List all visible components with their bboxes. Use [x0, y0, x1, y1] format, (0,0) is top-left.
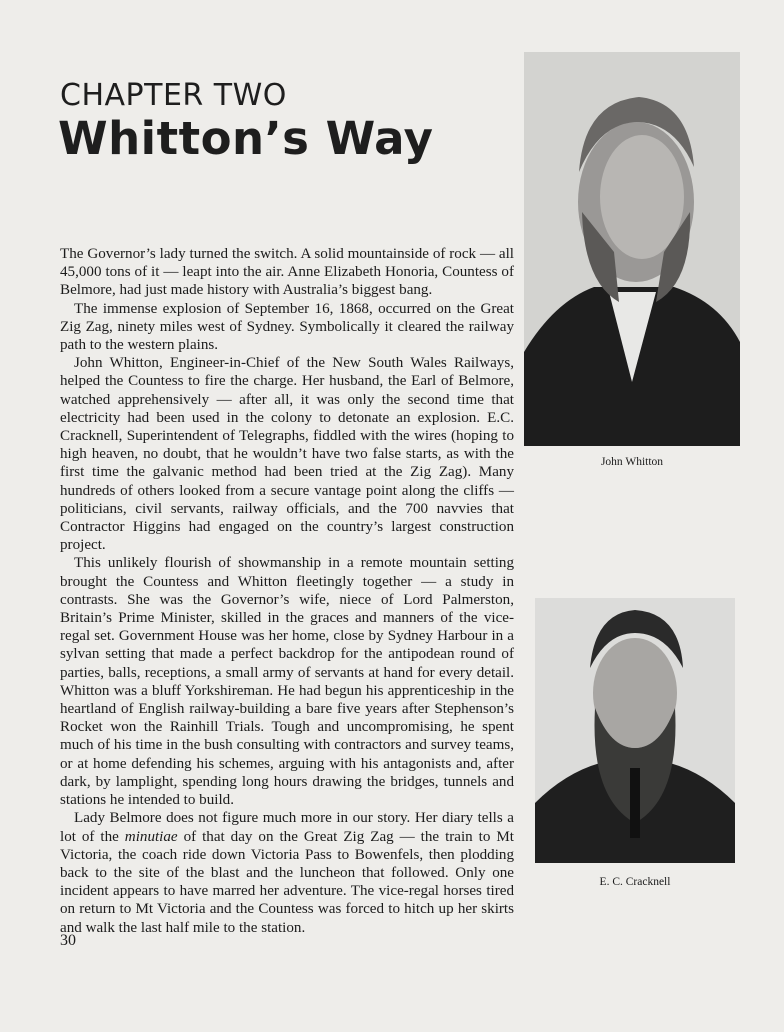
portrait-ec-cracknell — [535, 598, 735, 863]
paragraph-1: The Governor’s lady turned the switch. A solid mountainside of rock — all 45,000 tons of it — leapt into the air. Anne Elizabeth Honoria, Countess of Belmore, had just made history with Australia’s biggest bang. — [60, 246, 514, 299]
paragraph-3: John Whitton, Engineer-in-Chief of the New South Wales Railways, helped the Countess to fire the charge. Her husband, the Earl of Belmore, watched apprehensively — after all, it was only the second time that electricity had been used in the colony to detonate an explosion. E.C. Cracknell, Superintendent of Telegraphs, fiddled with the wires (hoping to high heaven, no doubt, that he wouldn’t have two false starts, as with the first time the galvanic method had been tried at the Zig Zag). Many hundreds of others looked from a secure vantage point along the cliffs — politicians, civil servants, railway officials, and the 700 navvies that Contractor Higgins had engaged on the country’s largest construction project. — [60, 355, 514, 554]
article-body — [60, 245, 514, 937]
paragraph-4: This unlikely flourish of showmanship in a remote mountain setting brought the Countess and Whitton fleetingly together — a study in contrasts. She was the Governor’s wife, niece of Lord Palmerston, Britain’s Prime Minister, skilled in the graces and manners of the vice-regal set. Government House was her home, close by Sydney Harbour in a sylvan setting that made a perfect backdrop for the antipodean round of parties, balls, receptions, a small army of servants at hand for every detail. Whitton was a bluff Yorkshireman. He had begun his apprenticeship in the heartland of English railway-building a bare five years after Stephenson’s Rocket won the Rainhill Trials. Tough and uncompromising, he spent much of his time in the bush consulting with contractors and survey teams, or at home defending his schemes, arguing with his antagonists and, after dark, by lamplight, spending long hours drawing the bridges, tunnels and stations he intended to build. — [60, 555, 514, 809]
caption-john-whitton: John Whitton — [600, 456, 664, 468]
paragraph-5: Lady Belmore does not figure much more in our story. Her diary tells a lot of the minutiae of that day on the Great Zig Zag — the train to Mt Victoria, the coach ride down Victoria Pass to Bowenfels, then plodding back to the site of the blast and the luncheon that followed. Only one incident appears to have marred her adventure. The vice-regal horses tired on return to Mt Victoria and the Countess was forced to hitch up her skirts and walk the last half mile to the station. — [60, 810, 514, 936]
portrait-whitton-illustration — [524, 52, 740, 446]
page-number: 30 — [60, 932, 76, 949]
caption-ec-cracknell: E. C. Cracknell — [599, 876, 671, 888]
paragraph-2: The immense explosion of September 16, 1868, occurred on the Great Zig Zag, ninety miles west of Sydney. Symbolically it cleared the railway path to the western plains. — [60, 300, 514, 354]
portrait-cracknell-illustration — [535, 598, 735, 863]
portrait-john-whitton — [524, 52, 740, 446]
emphasis-minutiae: minutiae — [124, 828, 178, 845]
chapter-label: CHAPTER TWO — [60, 78, 287, 113]
chapter-title: Whitton’s Way — [58, 112, 434, 165]
